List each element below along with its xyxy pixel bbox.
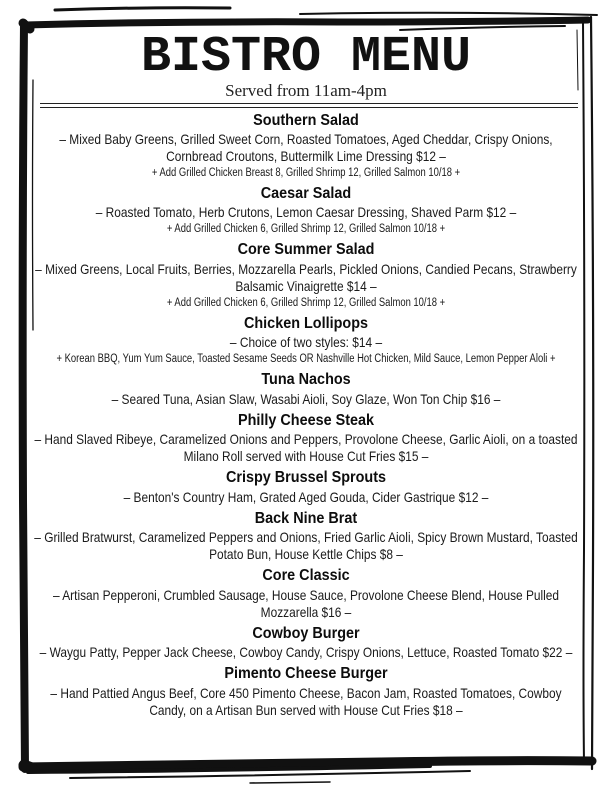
menu-item	[0, 412, 612, 466]
menu-header	[0, 29, 612, 108]
menu-item-name: Core Classic	[262, 567, 350, 585]
page-subtitle: Served from 11am-4pm	[225, 81, 387, 100]
menu-item	[0, 112, 612, 181]
menu-item	[0, 185, 612, 237]
menu-item-description: – Seared Tuna, Asian Slaw, Wasabi Aioli, Soy Glaze, Won Ton Chip $16 –	[111, 390, 501, 407]
menu-item	[0, 241, 612, 310]
menu-item-description: – Roasted Tomato, Herb Crutons, Lemon Caesar Dressing, Shaved Parm $12 –	[95, 204, 517, 221]
menu-item-description: – Hand Slaved Ribeye, Caramelized Onions and Peppers, Provolone Cheese, Garlic Aioli, on a toasted Milano Roll served with House Cut Fries $15 –	[34, 431, 578, 465]
menu-item-addons: + Add Grilled Chicken Breast 8, Grilled Shrimp 12, Grilled Salmon 10/18 +	[151, 167, 461, 180]
menu-item-name: Crispy Brussel Sprouts	[225, 469, 387, 487]
menu-item-addons: + Add Grilled Chicken 6, Grilled Shrimp 12, Grilled Salmon 10/18 +	[166, 296, 446, 309]
menu-item-description: – Waygu Patty, Pepper Jack Cheese, Cowboy Candy, Crispy Onions, Lettuce, Roasted Tomato $22 –	[39, 644, 573, 661]
menu-item-name: Southern Salad	[253, 111, 359, 129]
menu-item	[0, 315, 612, 367]
menu-item	[0, 625, 612, 661]
menu-item-description: – Mixed Baby Greens, Grilled Sweet Corn, Roasted Tomatoes, Aged Cheddar, Crispy Onions, Cornbread Croutons, Buttermilk Lime Dressing $12 –	[59, 130, 553, 164]
menu-item-description: – Grilled Bratwurst, Caramelized Peppers and Onions, Fried Garlic Aioli, Spicy Brown Mustard, Toasted Potato Bun, House Kettle Chips $8 –	[34, 529, 578, 563]
menu-item-description: – Choice of two styles: $14 –	[229, 334, 383, 351]
menu-item-description: – Mixed Greens, Local Fruits, Berries, Mozzarella Pearls, Pickled Onions, Candied Pecans, Strawberry Balsamic Vinaigrette $14 –	[35, 260, 577, 294]
menu-item	[0, 510, 612, 564]
menu-item-name: Cowboy Burger	[252, 624, 360, 642]
menu-item-description: – Benton's Country Ham, Grated Aged Gouda, Cider Gastrique $12 –	[123, 488, 489, 505]
menu-item	[0, 469, 612, 505]
menu-list	[0, 112, 612, 719]
page-title: BISTRO MENU	[140, 29, 472, 86]
menu-item	[0, 567, 612, 621]
menu-item-addons: + Korean BBQ, Yum Yum Sauce, Toasted Sesame Seeds OR Nashville Hot Chicken, Mild Sauce, Lemon Pepper Aloli +	[56, 353, 556, 366]
menu-item-name: Back Nine Brat	[254, 509, 358, 527]
header-divider	[40, 103, 578, 108]
menu-item-name: Caesar Salad	[260, 184, 352, 202]
menu-item-name: Tuna Nachos	[261, 371, 351, 389]
menu-item-description: – Hand Pattied Angus Beef, Core 450 Pimento Cheese, Bacon Jam, Roasted Tomatoes, Cowboy Candy, on a Artisan Bun served with House Cut Fries $18 –	[50, 684, 562, 718]
menu-item-description: – Artisan Pepperoni, Crumbled Sausage, House Sauce, Provolone Cheese Blend, House Pulled Mozzarella $16 –	[52, 586, 560, 620]
menu-item-addons: + Add Grilled Chicken 6, Grilled Shrimp 12, Grilled Salmon 10/18 +	[166, 223, 446, 236]
menu-item-name: Chicken Lollipops	[243, 314, 369, 332]
menu-item	[0, 371, 612, 407]
menu-item	[0, 665, 612, 719]
menu-item-name: Pimento Cheese Burger	[224, 665, 388, 683]
menu-item-name: Core Summer Salad	[237, 241, 375, 259]
menu-item-name: Philly Cheese Steak	[237, 411, 375, 429]
